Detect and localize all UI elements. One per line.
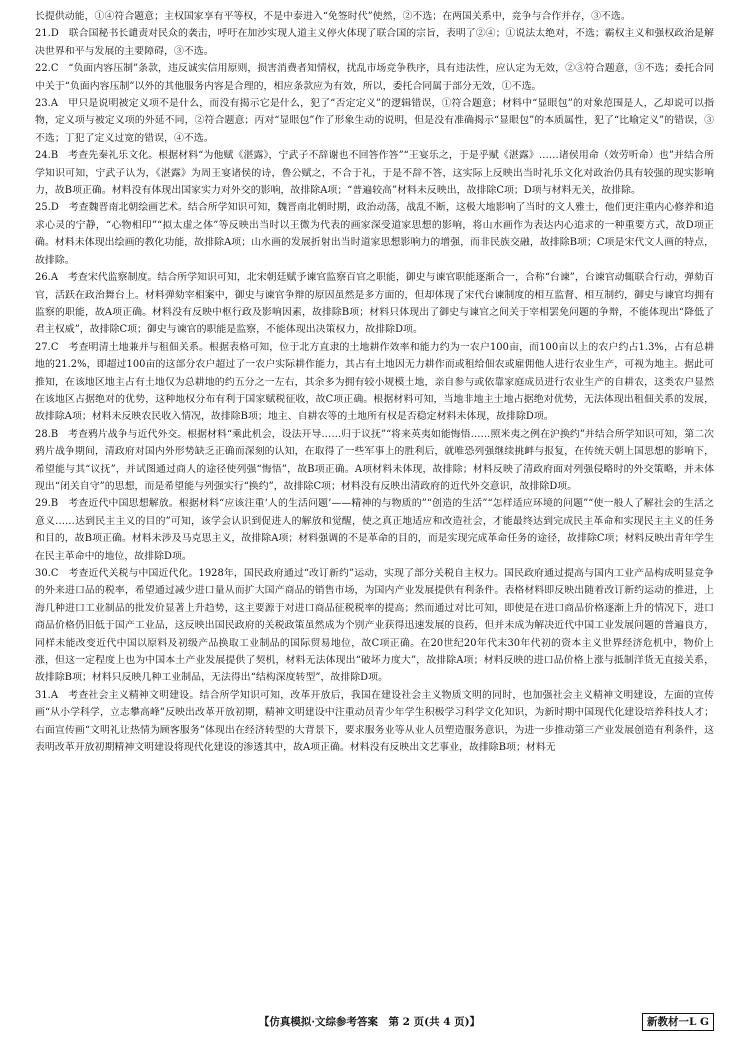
answer-paragraph-31: 31.A 考查社会主义精神文明建设。结合所学知识可知，改革开放后，我国在建设社会主义物质文明的同时，也加强社会主义精神文明建设，左面的宣传画“从小学科学，立志攀高峰”反映出改革开放初期，精神文明建设中注重动员青少年学生积极学习科学文化知识，为新时期中国现代化建设培养科技人才；右面宣传画“文明礼让热情为顾客服务”体现出在经济转型的大背景下，要求服务业等从业人员塑造服务意识，为进一步推动第三产业发展创造有利条件，这表明改革开放初期精神文明建设将现代化建设的渗透其中，故A项正确。材料没有反映出文艺事业，故排除B项；材料无 (35, 689, 714, 754)
answer-paragraph-29: 29.B 考查近代中国思想解放。根据材料“应该注重‘人的生活问题’——精神的与物质的”“创造的生活”“怎样适应环境的问题”“使一般人了解社会的生活之意义……达到民主主义的目的”可知，该学会认识到促进人的解放和觉醒，使之真正地适应和改造社会，才能最终达到完成民主革命和实现民主主义的任务和目的，故B项正确。材料未涉及马克思主义，故排除A项；材料强调的不是革命的目的，而是实现完成革命任务的途径，故排除C项；材料反映出青年学生在民主革命中的地位，故排除D项。 (35, 498, 714, 562)
page-footer (0, 1012, 739, 1032)
answer-paragraph-27: 27.C 考查明清土地兼并与租佃关系。根据表格可知，位于北方直隶的土地耕作效率和能力约为一农户100亩，而100亩以上的农户约占1.3%，占有总耕地的21.2%，即超过100亩的这部分农户超过了一农户实际耕作能力，其占有土地因无力耕作而或租给佃农或雇佣他人进行农业生产，可视为地主。据此可推知，在该地区地主占有土地仅为总耕地的约五分之一左右，其余多为拥有较小规模土地，亲自参与或依靠家庭成员进行农业生产的自耕农，这类农户显然在该地区占据绝对的优势，这种地权分布有利于国家赋税征收，故C项正确。根据材料可知，当地非地主土地占据绝对优势，无法体现出租佃关系的发展，故排除A项；材料未反映农民收入情况，故排除B项；地主、自耕农等的土地所有权是否稳定材料未体现，故排除D项。 (35, 341, 714, 423)
answer-paragraph-24: 24.B 考查先秦礼乐文化。根据材料“为他赋《湛露》，宁武子不辞谢也不回答作答”“王宴乐之，于是乎赋《湛露》……诸侯用命（效劳听命）也”并结合所学知识可知，宁武子认为，《湛露》为周王宴诸侯的诗，鲁公赋之，不合于礼，于是不辞不答，这实际上反映出当时礼乐文化对政治仍具有较强的现实影响力，故B项正确。材料没有体现出国家实力对外交的影响，故排除A项；“普遍较高”材料未反映出，故排除C项；D项与材料无关，故排除。 (35, 150, 714, 197)
answer-paragraph-28: 28.B 考查鸦片战争与近代外交。根据材料“乘此机会，设法开导……归于议抚”“将来英夷如能悔悟……照米夷之例在沪换约”并结合所学知识可知，第二次鸦片战争期间，清政府对国内外形势缺乏正确而深刻的认知，在取得了一些军事上的胜利后，就唯恐列强继续挑衅与报复，在传统天朝上国思想的影响下，希望能与其“议抚”，并试图通过商人的途径使列强“悔悟”，故B项正确。A项材料未体现，故排除；材料反映了清政府面对列强侵略时的外交策略，并未体现出“闭关自守”的思想，而是希望能与列强实行“换约”，故排除C项；材料没有反映出清政府的近代外交意识，故排除D项。 (35, 428, 714, 492)
footer-title: 【仿真模拟·文综参考答案 第 2 页(共 4 页)】 (258, 1016, 481, 1028)
answer-paragraph-22: 22.C “负面内容压制”条款，违反诚实信用原则，损害消费者知情权，扰乱市场竞争秩序，具有违法性，应认定为无效，②③符合题意，③不选；委托合同中关于“负面内容压制”以外的其他服务内容是合理的，相应条款应为有效，所以，委托合同属于部分无效，①不选。 (35, 63, 714, 92)
edition-badge: 新教材一L G (642, 1013, 714, 1031)
answer-paragraph-26: 26.A 考查宋代监察制度。结合所学知识可知，北宋朝廷赋予谏官监察百官之职能，御史与谏官职能逐渐合一，合称“台谏”，台谏官动辄联合行动，弹劾百官，活跃在政治舞台上。材料弹劾宰相案中，御史与谏官争辩的原因虽然是多方面的，但却体现了宋代台谏制度的相互监督、相互制约，御史与谏官均拥有监察的职能，故A项正确。材料没有反映中枢行政及影响因素，故排除B项；材料只体现出了御史与谏官之间关于宰相罢免问题的争辩，不能体现出“降低了君主权威”，故排除C项；御史与谏官的职能是监察，不能体现出决策权力，故排除D项。 (35, 272, 714, 336)
answer-text-body (35, 8, 714, 756)
answer-paragraph-23: 23.A 甲只是说明被定义项不是什么，而没有揭示它是什么，犯了“否定定义”的逻辑错误，①符合题意；材料中“显眼包”的对象范围是人，乙却说可以指物，定义项与被定义项的外延不同，②符合题意；丙对“显眼包”作了形象生动的说明，但是没有准确揭示“显眼包”的本质属性，犯了“比喻定义”的错误，③不选；丁犯了定义过宽的错误，④不选。 (35, 98, 714, 144)
answer-paragraph-20-continued: 长提供动能，①④符合题意；主权国家享有平等权，不是中泰进入“免签时代”使然，②不选；在两国关系中，竞争与合作并存，③不选。 (35, 11, 631, 22)
answer-paragraph-25: 25.D 考查魏晋南北朝绘画艺术。结合所学知识可知，魏晋南北朝时期，政治动荡，战乱不断，这极大地影响了当时的文人雅士，他们更注重内心修养和追求心灵的宁静，“心物相印”“拟太虚之体”等反映出当时以王微为代表的画家深受道家思想的影响，将山水画作为表达内心追求的一种重要方式，故D项正确。材料未体现出绘画的教化功能，故排除A项；山水画的发展折射出当时道家思想影响力的增强，而非民族交融，故排除B项；C项是宋代文人画的特点，故排除。 (35, 202, 714, 266)
answer-paragraph-30: 30.C 考查近代关税与中国近代化。1928年，国民政府通过“改订新约”运动，实现了部分关税自主权力。国民政府通过提高与国内工业产品构成明显竞争的外来进口品的税率，希望通过减少进口量从而扩大国产商品的销售市场，为国内产业发展提供有利条件。表格材料即反映出随着改订新约运动的推进，上海几种进口工业制品的批发价显著上升趋势，这主要源于对进口商品征税税率的提高；然而通过对比可知，即使是在进口商品价格逐渐上升的情况下，进口商品价格仍旧低于国产工业品，这反映出国民政府的关税政策虽然成为个别产业获得迅速发展的良药，但并未成为解决近代中国工业发展问题的普遍良方，同样未能改变近代中国以原料及初级产品换取工业制品的国际贸易地位，故C项正确。在20世纪20年代末30年代初的资本主义世界经济危机中，物价上涨，但这一定程度上也为中国本土产业发展提供了契机，材料无法体现出“破坏力度大”，故排除A项；材料反映的进口品价格上涨与抵制洋货无直接关系，故排除B项；材料只反映几种工业制品，无法得出“结构深度转型”，故排除D项。 (35, 568, 714, 684)
answer-paragraph-21: 21.D 联合国秘书长谴责对民众的袭击，呼吁在加沙实现人道主义停火体现了联合国的宗旨，表明了②④；①说法太绝对，不选；霸权主义和强权政治是解决世界和平与发展的主要障碍，③不选。 (35, 28, 714, 57)
